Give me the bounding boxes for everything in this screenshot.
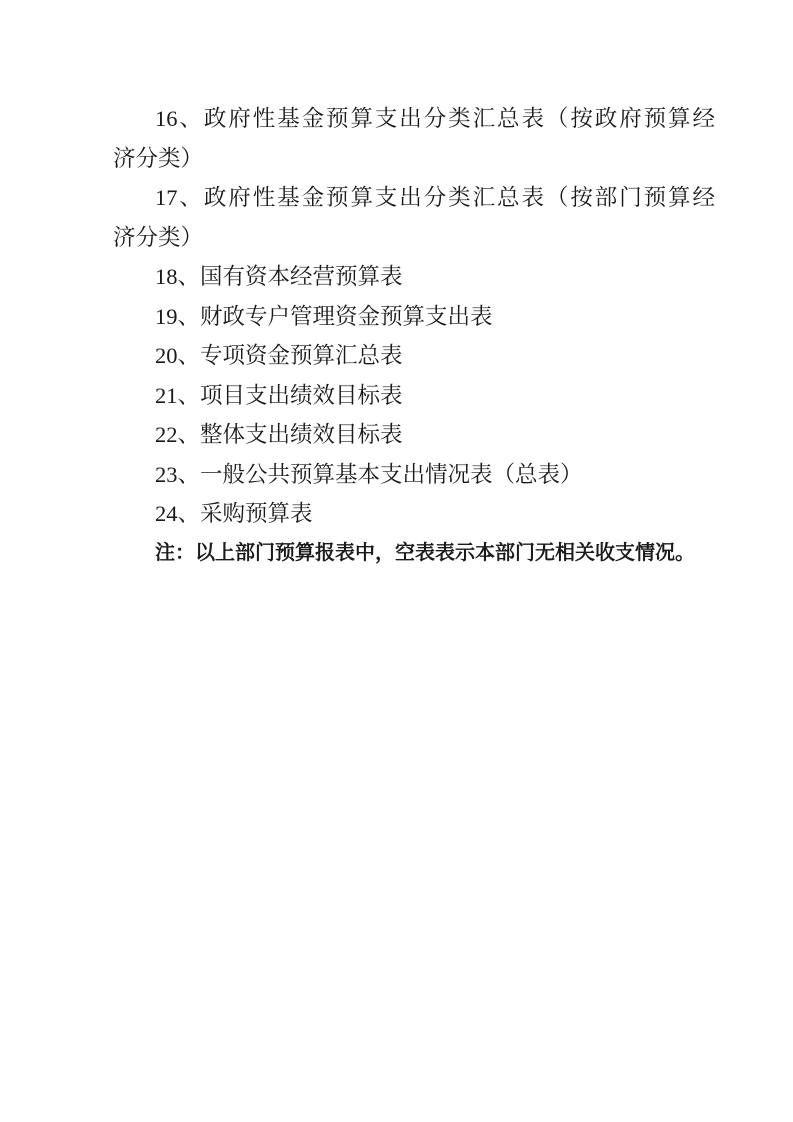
list-item-24-line-1: 24、采购预算表 [155, 501, 313, 526]
note-paragraph [113, 534, 715, 574]
list-item-18-line-1: 18、国有资本经营预算表 [155, 264, 403, 289]
list-item-16-line-1: 16、政府性基金预算支出分类汇总表（按政府预算经 [155, 106, 715, 131]
list-item-23-line-1: 23、一般公共预算基本支出情况表（总表） [155, 461, 583, 487]
list-item-17 [113, 178, 715, 257]
list-item-23 [113, 455, 715, 495]
list-item-21 [113, 376, 715, 416]
list-item-18 [113, 257, 715, 297]
budget-table-list [113, 99, 715, 573]
list-item-16-line-2: 济分类） [113, 145, 204, 171]
list-item-21-line-1: 21、项目支出绩效目标表 [155, 382, 403, 408]
note-line: 注：以上部门预算报表中，空表表示本部门无相关收支情况。 [155, 541, 695, 564]
list-item-20 [113, 336, 715, 376]
list-item-16 [113, 99, 715, 178]
list-item-22 [113, 415, 715, 455]
list-item-17-line-1: 17、政府性基金预算支出分类汇总表（按部门预算经 [155, 185, 715, 210]
list-item-19-line-1: 19、财政专户管理资金预算支出表 [155, 303, 493, 329]
list-item-22-line-1: 22、整体支出绩效目标表 [155, 422, 403, 447]
list-item-19 [113, 297, 715, 337]
list-item-20-line-1: 20、专项资金预算汇总表 [155, 343, 403, 368]
list-item-24 [113, 494, 715, 534]
list-item-17-line-2: 济分类） [113, 224, 204, 250]
